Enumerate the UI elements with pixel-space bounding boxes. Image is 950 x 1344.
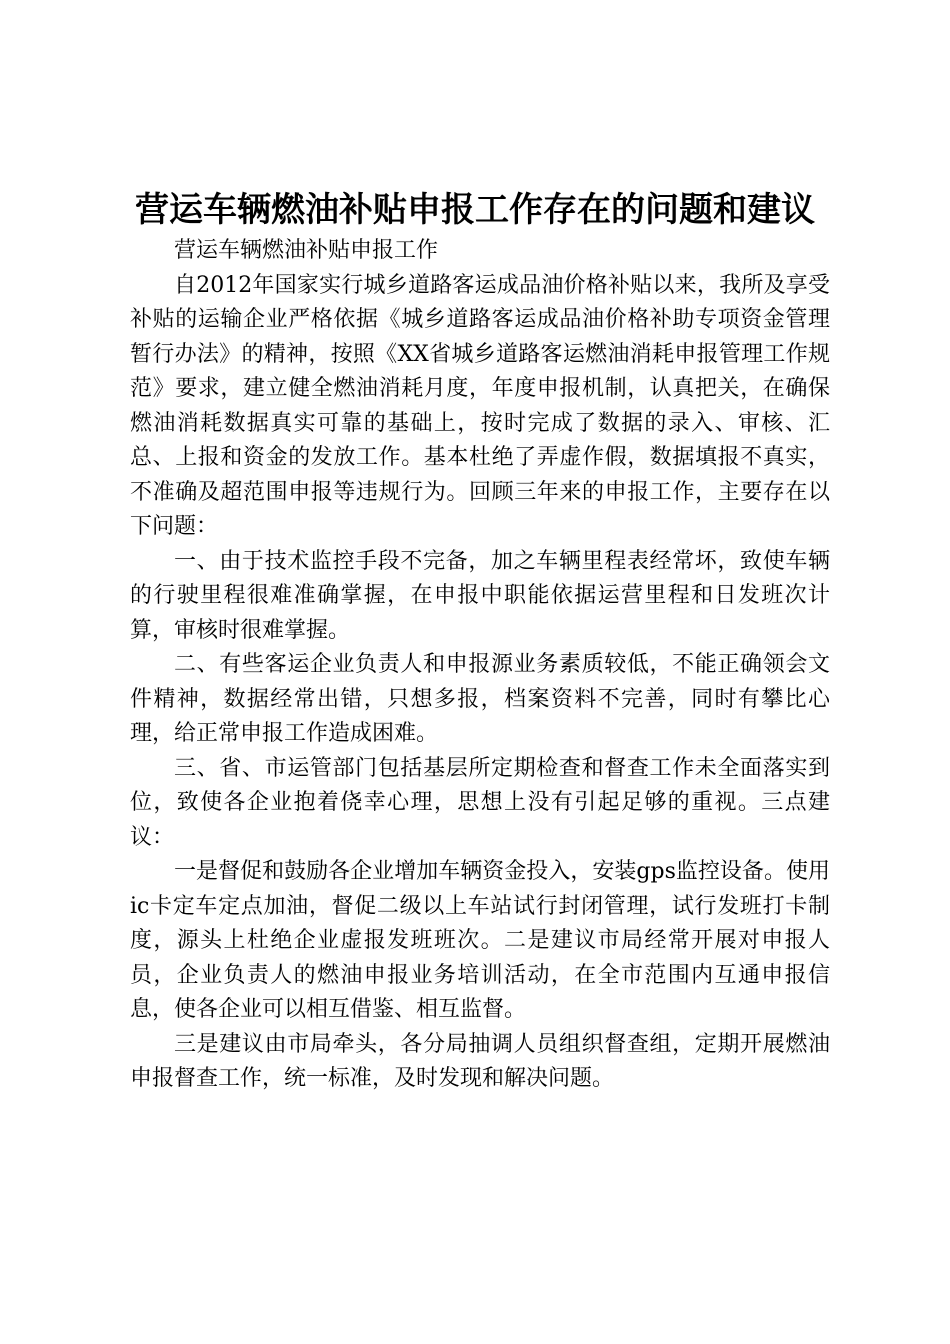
paragraph-intro: 自2012年国家实行城乡道路客运成品油价格补贴以来，我所及享受补贴的运输企业严格依据《城乡道路客运成品油价格补助专项资金管理暂行办法》的精神，按照《XX省城乡道路客运燃油消耗申报管理工作规范》要求，建立健全燃油消耗月度，年度申报机制，认真把关，在确保燃油消耗数据真实可靠的基础上，按时完成了数据的录入、审核、汇总、上报和资金的发放工作。基本杜绝了弄虚作假，数据填报不真实，不准确及超范围申报等违规行为。回顾三年来的申报工作，主要存在以下问题：: [130, 272, 830, 539]
document-title: 营运车辆燃油补贴申报工作存在的问题和建议: [135, 190, 815, 230]
paragraph-problem-3: 三、省、市运管部门包括基层所定期检查和督查工作未全面落实到位，致使各企业抱着侥幸心理，思想上没有引起足够的重视。三点建议：: [130, 755, 830, 850]
paragraph-suggestion-1-2: 一是督促和鼓励各企业增加车辆资金投入，安装gps监控设备。使用ic卡定车定点加油，督促二级以上车站试行封闭管理，试行发班打卡制度，源头上杜绝企业虚报发班班次。二是建议市局经常开展对申报人员，企业负责人的燃油申报业务培训活动，在全市范围内互通申报信息，使各企业可以相互借鉴、相互监督。: [130, 859, 830, 1022]
paragraph-problem-1: 一、由于技术监控手段不完备，加之车辆里程表经常坏，致使车辆的行驶里程很难准确掌握，在申报中职能依据运营里程和日发班次计算，审核时很难掌握。: [130, 548, 830, 643]
paragraph-suggestion-3: 三是建议由市局牵头，各分局抽调人员组织督查组，定期开展燃油申报督查工作，统一标准，及时发现和解决问题。: [130, 1031, 830, 1091]
paragraph-subtitle: 营运车辆燃油补贴申报工作: [174, 238, 439, 263]
paragraph-problem-2: 二、有些客运企业负责人和申报源业务素质较低，不能正确领会文件精神，数据经常出错，只想多报，档案资料不完善，同时有攀比心理，给正常申报工作造成困难。: [130, 652, 830, 746]
document-body: [130, 234, 830, 1097]
